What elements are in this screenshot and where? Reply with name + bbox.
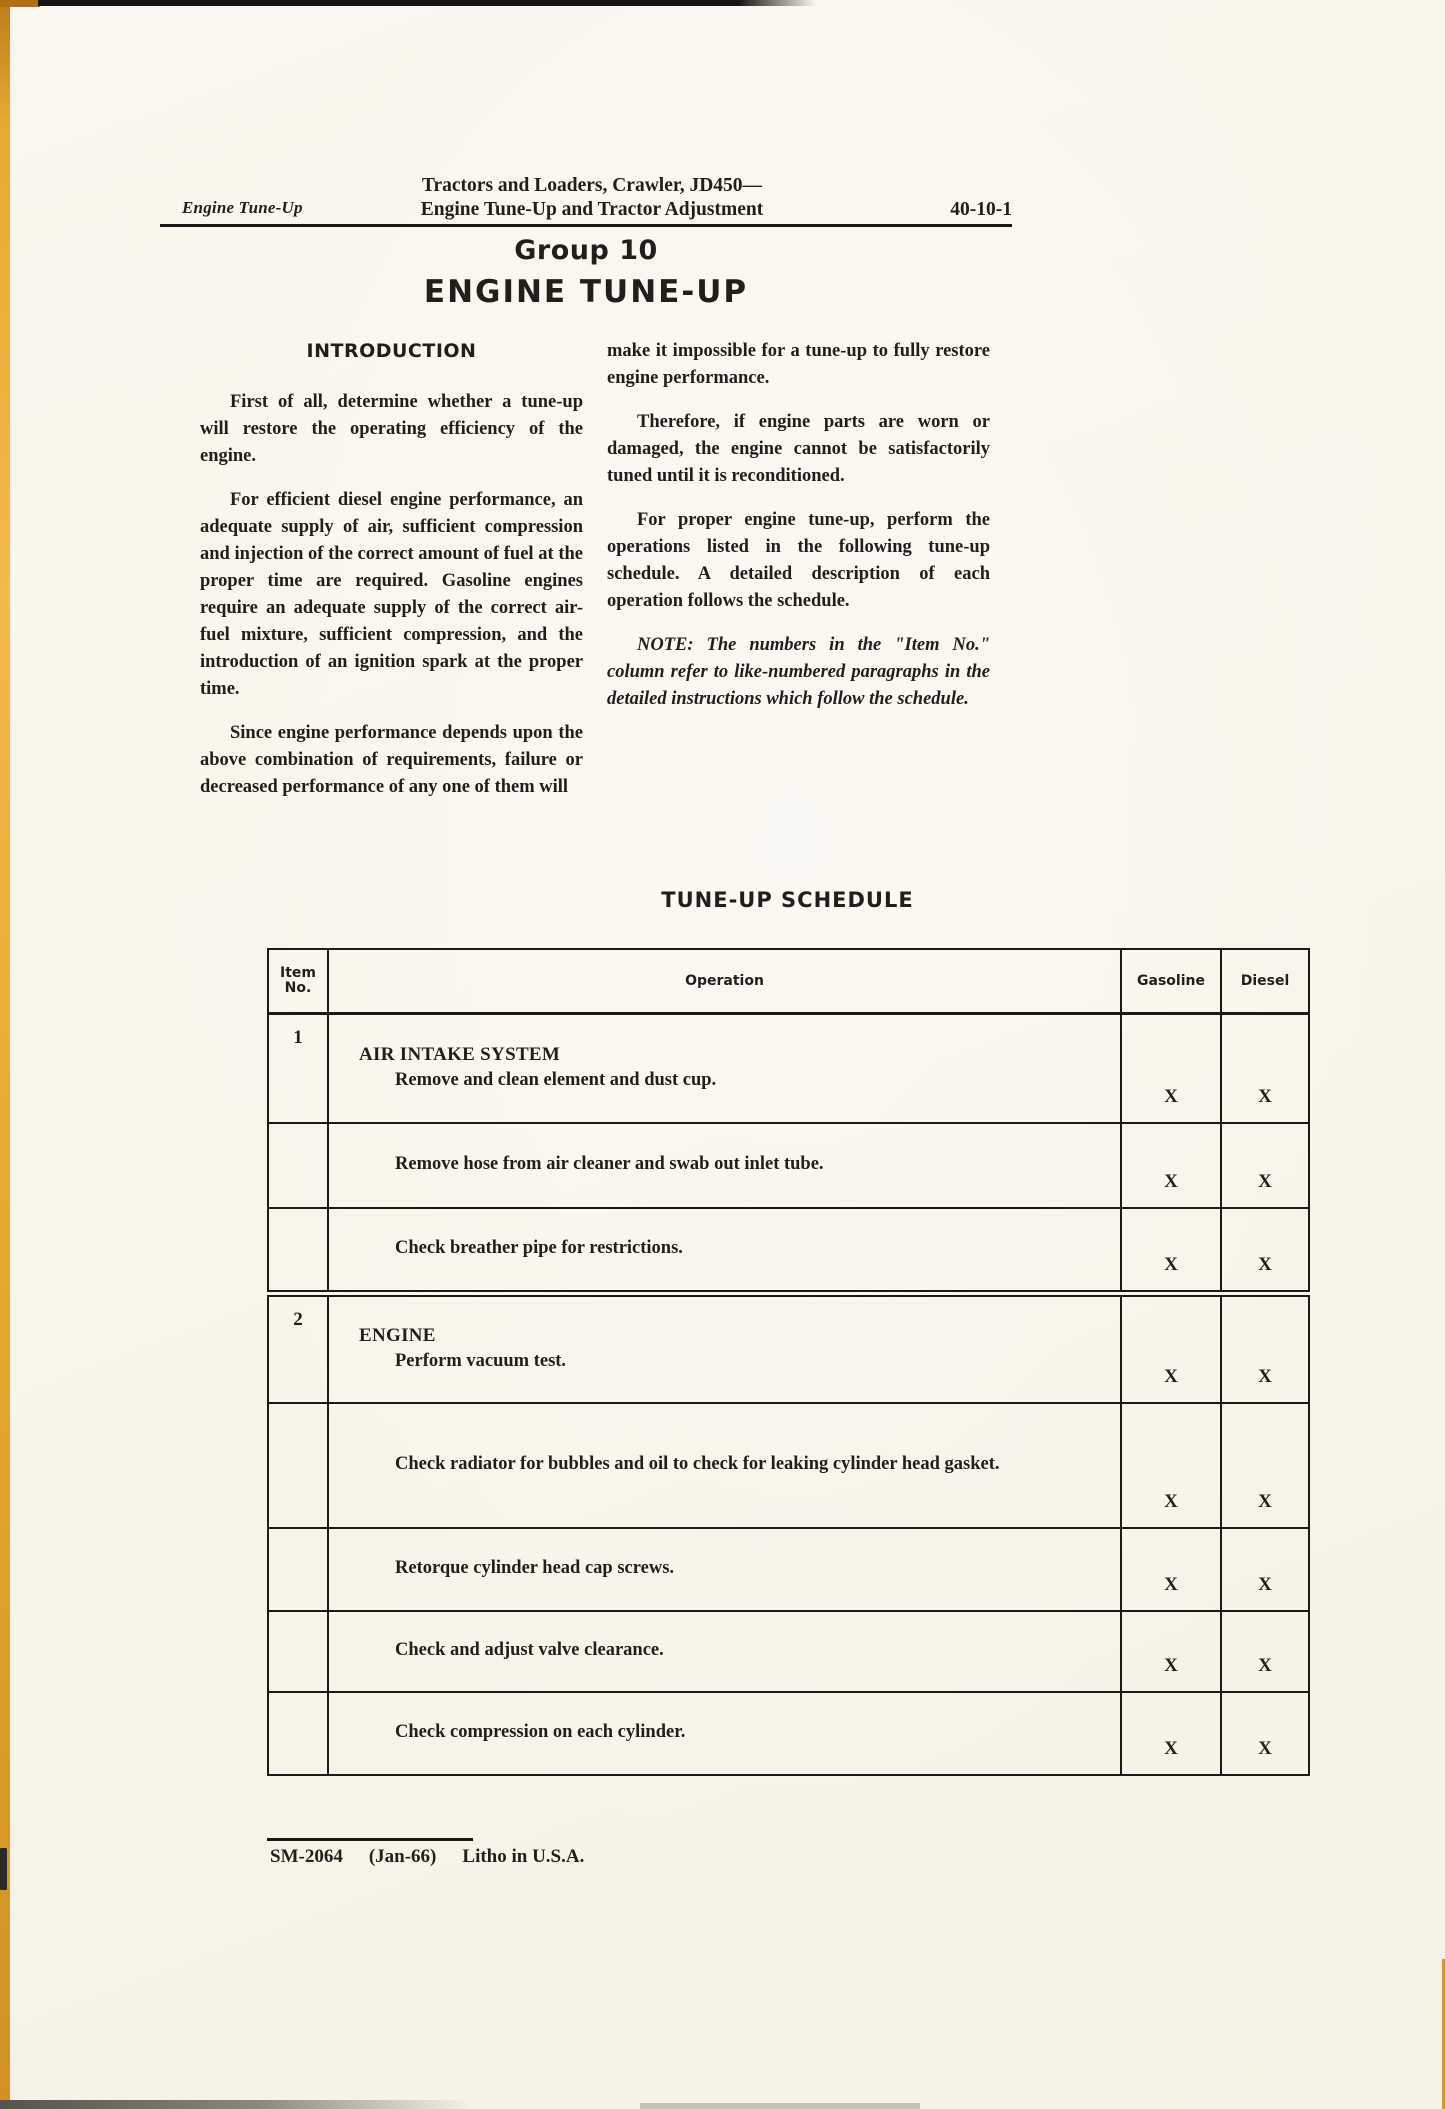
footer: [270, 1846, 610, 1868]
top-edge-dark-strip: [38, 0, 816, 6]
page-title: ENGINE TUNE-UP: [423, 274, 749, 310]
group-title: Group 10: [514, 235, 658, 266]
paragraph: For proper engine tune-up, perform the operations listed in the following tune-up schedule. A detailed description of each operation follows the schedule.: [607, 510, 990, 611]
paragraph: make it impossible for a tune-up to fully restore engine performance.: [607, 341, 990, 388]
operation-text: Check and adjust valve clearance.: [395, 1640, 664, 1660]
running-title: Engine Tune-Up: [182, 198, 303, 217]
operation-text: Remove hose from air cleaner and swab out inlet tube.: [395, 1154, 824, 1174]
item-no-cell: 1: [268, 1014, 328, 1124]
table-row: [268, 1014, 1309, 1124]
operation-text: Remove and clean element and dust cup.: [395, 1069, 717, 1090]
diesel-mark: X: [1221, 1208, 1309, 1294]
footer-litho: Litho in U.S.A.: [462, 1846, 585, 1867]
section-title: ENGINE: [359, 1324, 436, 1346]
table-row: [268, 1611, 1309, 1692]
header-line-1: Tractors and Loaders, Crawler, JD450—: [421, 175, 763, 196]
diesel-mark: X: [1221, 1403, 1309, 1528]
diesel-mark: X: [1221, 1692, 1309, 1775]
column-header-item-no: Item No.: [268, 949, 328, 1014]
gasoline-mark: X: [1121, 1611, 1221, 1692]
left-column: [200, 338, 583, 818]
item-no-cell: [268, 1403, 328, 1528]
operation-text: Check breather pipe for restrictions.: [395, 1238, 683, 1258]
item-no-cell: [268, 1692, 328, 1775]
paragraph: First of all, determine whether a tune-up will restore the operating efficiency of the engine.: [200, 392, 583, 466]
table-row: [268, 1528, 1309, 1611]
table-row: [268, 1294, 1309, 1404]
gasoline-mark: X: [1121, 1123, 1221, 1208]
bottom-edge-strip: [0, 2100, 470, 2109]
operation-cell: [328, 1528, 1121, 1611]
table-header-row: [268, 949, 1309, 1014]
paragraph: Since engine performance depends upon the above combination of requirements, failure or decreased performance of any one of them will: [200, 723, 583, 797]
schedule-title: TUNE-UP SCHEDULE: [661, 888, 914, 912]
gasoline-mark: X: [1121, 1528, 1221, 1611]
column-header-operation: Operation: [328, 949, 1121, 1014]
item-no-cell: [268, 1208, 328, 1294]
diesel-mark: X: [1221, 1611, 1309, 1692]
gasoline-mark: X: [1121, 1014, 1221, 1124]
operation-cell: [328, 1692, 1121, 1775]
tune-up-schedule-table: [267, 948, 1310, 1776]
header-line-2: Engine Tune-Up and Tractor Adjustment: [420, 199, 764, 220]
table-row: [268, 1403, 1309, 1528]
item-no-cell: 2: [268, 1294, 328, 1404]
paragraph: For efficient diesel engine performance, an adequate supply of air, sufficient compression and injection of the correct amount of fuel at the proper time are required. Gasoline engines require an adequate supply of the correct air-fuel mixture, sufficient compression, and the introduction of an ignition spark at the proper time.: [200, 490, 583, 699]
table-row: [268, 1208, 1309, 1294]
gasoline-mark: X: [1121, 1208, 1221, 1294]
note-paragraph: NOTE: The numbers in the "Item No." column refer to like-numbered paragraphs in the detailed instructions which follow the schedule.: [607, 635, 990, 709]
footer-date: (Jan-66): [368, 1846, 437, 1867]
introduction-heading: INTRODUCTION: [306, 340, 477, 362]
diesel-mark: X: [1221, 1294, 1309, 1404]
operation-cell: [328, 1123, 1121, 1208]
footer-rule: [267, 1838, 473, 1841]
operation-text: Retorque cylinder head cap screws.: [395, 1558, 675, 1578]
diesel-mark: X: [1221, 1528, 1309, 1611]
operation-text: Perform vacuum test.: [395, 1350, 567, 1371]
item-no-cell: [268, 1123, 328, 1208]
operation-cell: [328, 1611, 1121, 1692]
diesel-mark: X: [1221, 1014, 1309, 1124]
gasoline-mark: X: [1121, 1294, 1221, 1404]
header-center-title: [302, 174, 882, 222]
operation-cell: [328, 1294, 1121, 1404]
operation-cell: [328, 1208, 1121, 1294]
left-edge-black-mark: [0, 1848, 7, 1890]
page-number: 40-10-1: [950, 199, 1012, 220]
diesel-mark: X: [1221, 1123, 1309, 1208]
gasoline-mark: X: [1121, 1403, 1221, 1528]
header-rule: [160, 224, 1012, 227]
bottom-edge-strip-faint: [640, 2103, 920, 2109]
column-header-gasoline: Gasoline: [1121, 949, 1221, 1014]
column-header-diesel: Diesel: [1221, 949, 1309, 1014]
section-title: AIR INTAKE SYSTEM: [359, 1043, 561, 1065]
introduction-columns: [200, 338, 990, 818]
operation-text: Check compression on each cylinder.: [395, 1722, 686, 1742]
paragraph: Therefore, if engine parts are worn or damaged, the engine cannot be satisfactorily tuned until it is reconditioned.: [607, 412, 990, 486]
item-no-cell: [268, 1611, 328, 1692]
operation-cell: [328, 1014, 1121, 1124]
operation-cell: [328, 1403, 1121, 1528]
footer-form-number: SM-2064: [270, 1846, 343, 1867]
right-column: [607, 338, 990, 818]
top-edge-orange-mark: [0, 0, 40, 7]
left-edge-strip: [0, 0, 10, 2109]
table-row: [268, 1692, 1309, 1775]
gasoline-mark: X: [1121, 1692, 1221, 1775]
operation-text: Check radiator for bubbles and oil to check for leaking cylinder head gasket.: [395, 1454, 1000, 1474]
item-no-cell: [268, 1528, 328, 1611]
table-row: [268, 1123, 1309, 1208]
